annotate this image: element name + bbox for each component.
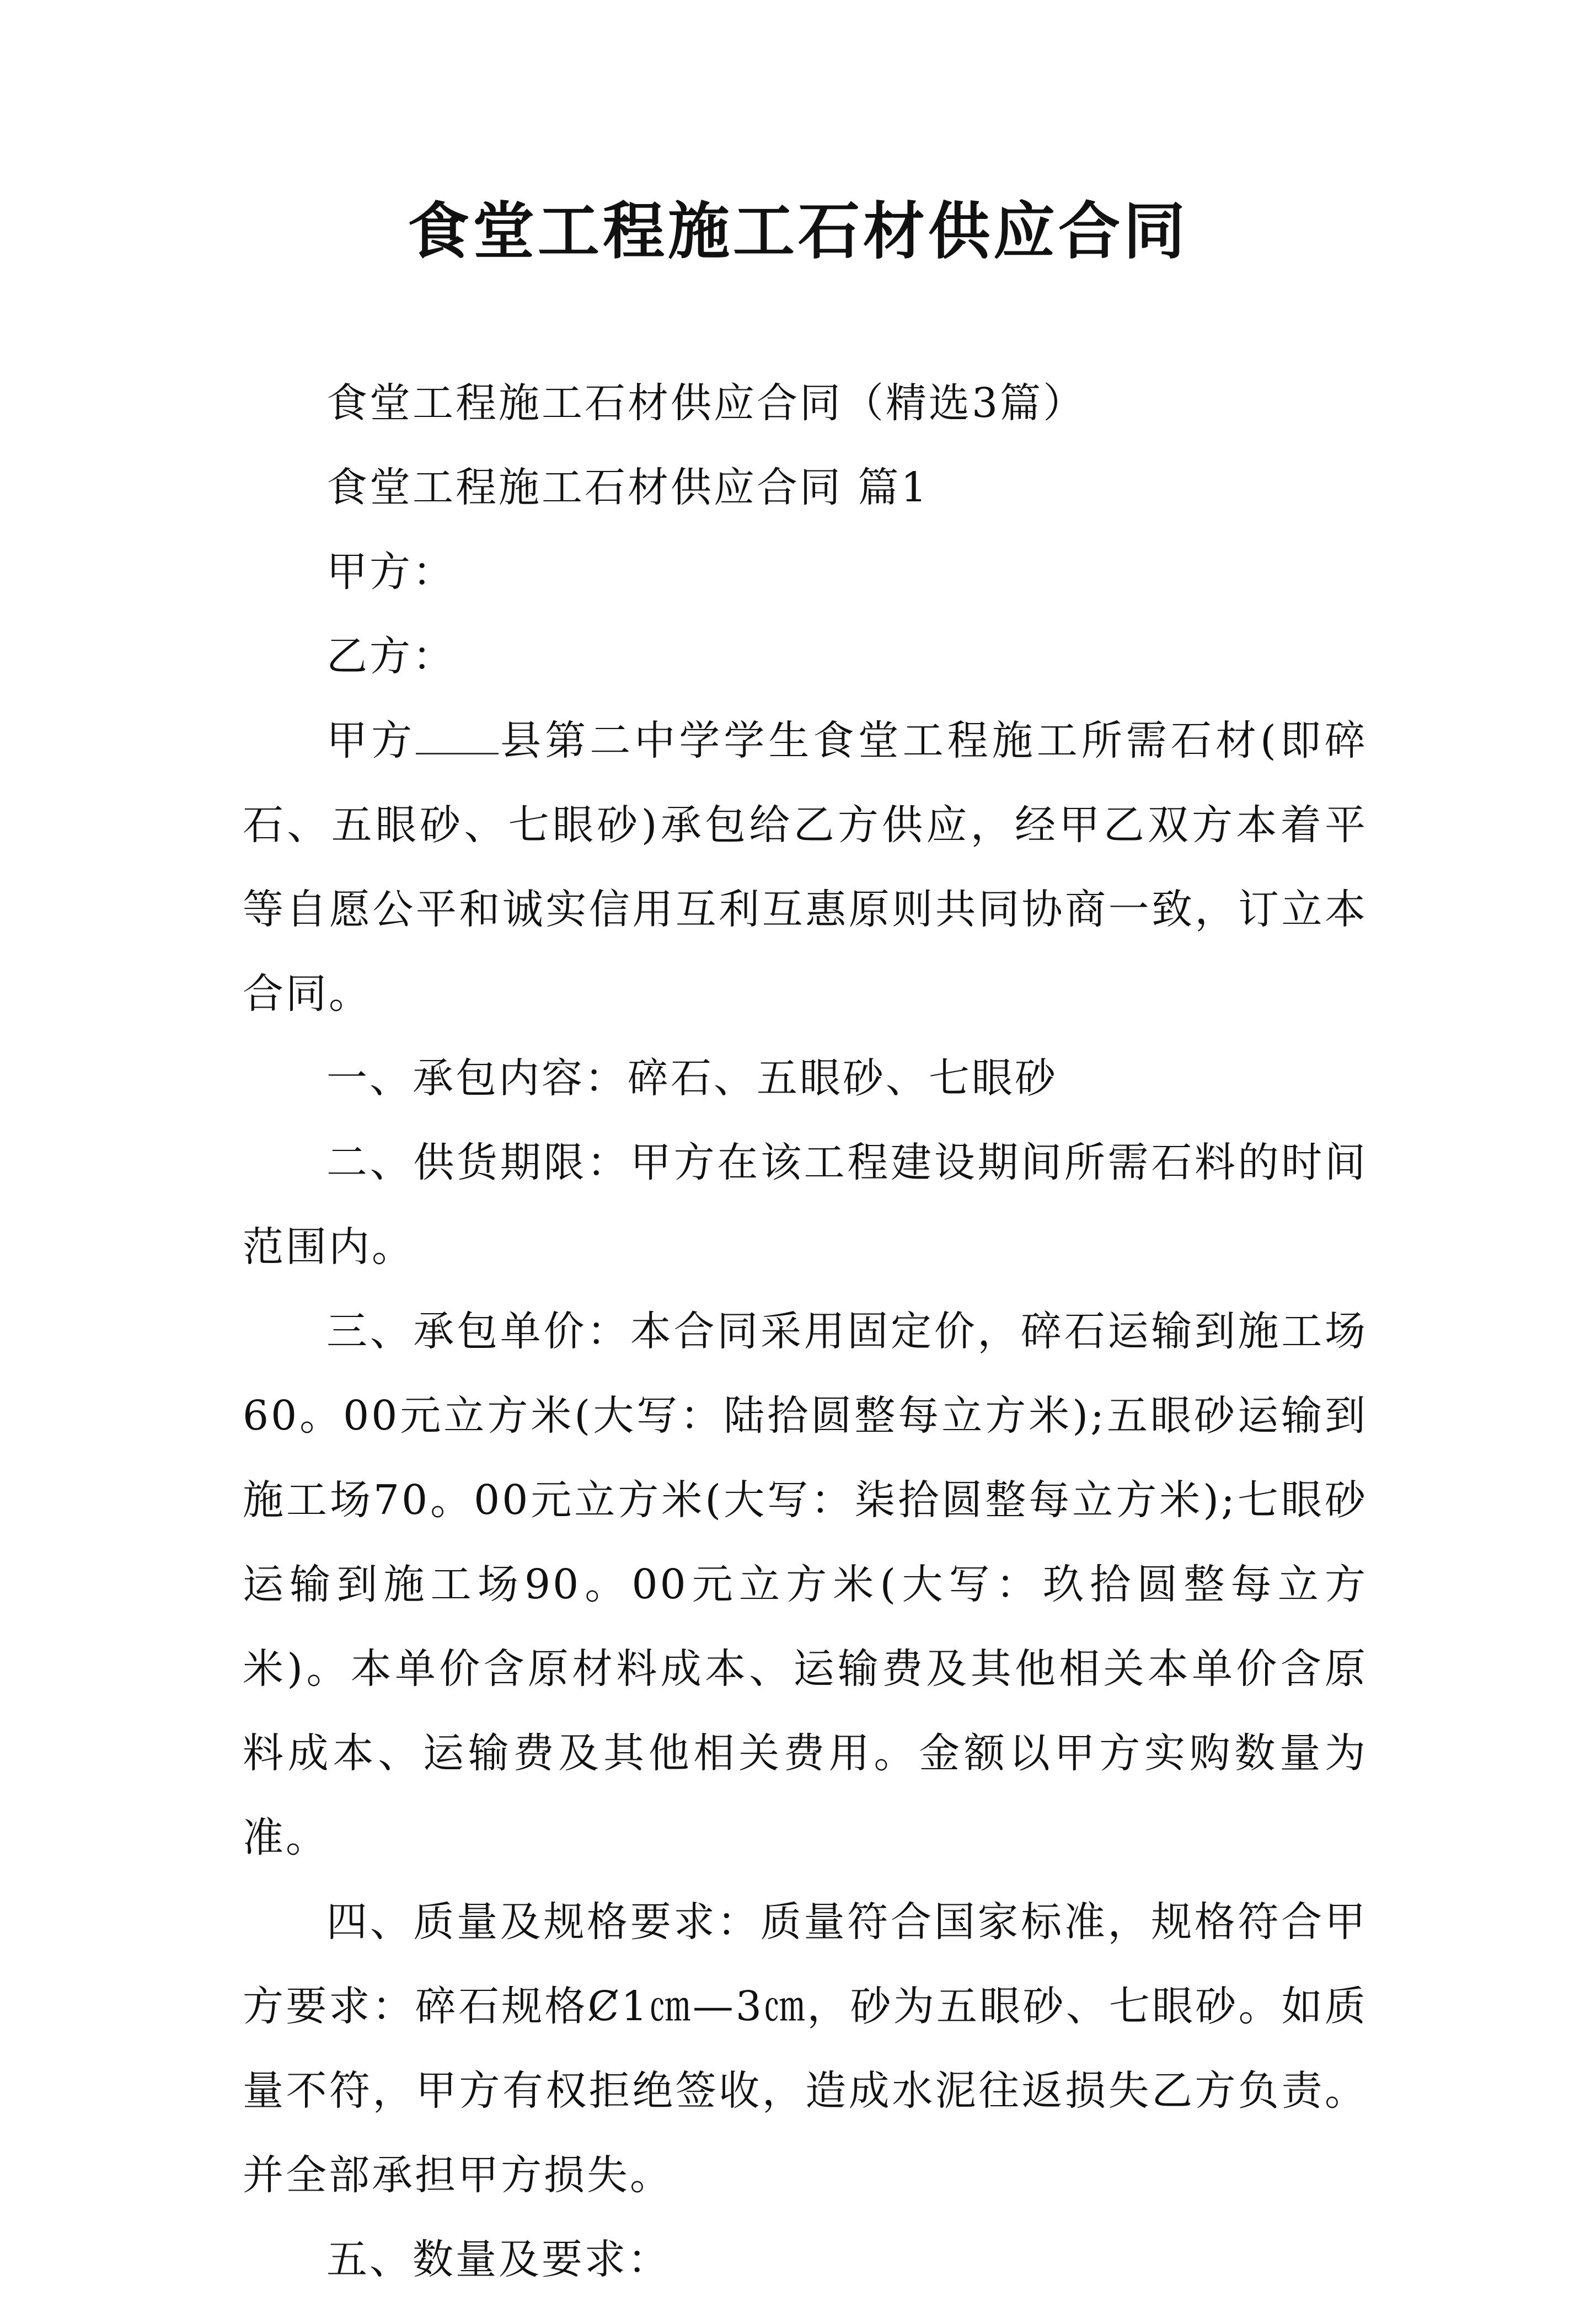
paragraph-party-b: 乙方： <box>326 633 456 680</box>
paragraph-clause-3: 三、承包单价：本合同采用固定价，碎石运输到施工场60。00元立方米(大写：陆拾圆整每立方米);五眼砂运输到施工场70。00元立方米(大写：柒拾圆整每立方米);七眼砂运输到施工场90。00元立方米(大写：玖拾圆整每立方米)。本单价含原材料成本、运输费及其他相关本单价含原料成本、运输费及其他相关费用。金额以甲方实购数量为准。 <box>243 1308 1368 1861</box>
paragraph-clause-5: 五、数量及要求： <box>326 2236 671 2283</box>
paragraph-section-heading: 食堂工程施工石材供应合同 篇1 <box>326 464 929 511</box>
paragraph-clause-2: 二、供货期限：甲方在该工程建设期间所需石料的时间范围内。 <box>243 1139 1368 1271</box>
preamble-lead: 甲方 <box>326 717 416 764</box>
fill-in-blank <box>416 720 499 754</box>
paragraph-clause-1: 一、承包内容：碎石、五眼砂、七眼砂 <box>326 1054 1058 1102</box>
paragraph-clause-4: 四、质量及规格要求：质量符合国家标准，规格符合甲方要求：碎石规格Ȼ1㎝—3㎝，砂为五眼砂、七眼砂。如质量不符，甲方有权拒绝签收，造成水泥往返损失乙方负责。并全部承担甲方损失。 <box>243 1898 1368 2199</box>
paragraph-subtitle: 食堂工程施工石材供应合同（精选3篇） <box>326 379 1086 427</box>
document-title: 食堂工程施工石材供应合同 <box>408 196 1188 267</box>
paragraph-party-a: 甲方： <box>326 548 456 596</box>
paragraph-preamble <box>243 699 1368 1036</box>
preamble-text: 县第二中学学生食堂工程施工所需石材(即碎石、五眼砂、七眼砂)承包给乙方供应，经甲乙双方本着平等自愿公平和诚实信用互利互惠原则共同协商一致，订立本合同。 <box>243 717 1368 1018</box>
document-body <box>243 361 1368 2302</box>
